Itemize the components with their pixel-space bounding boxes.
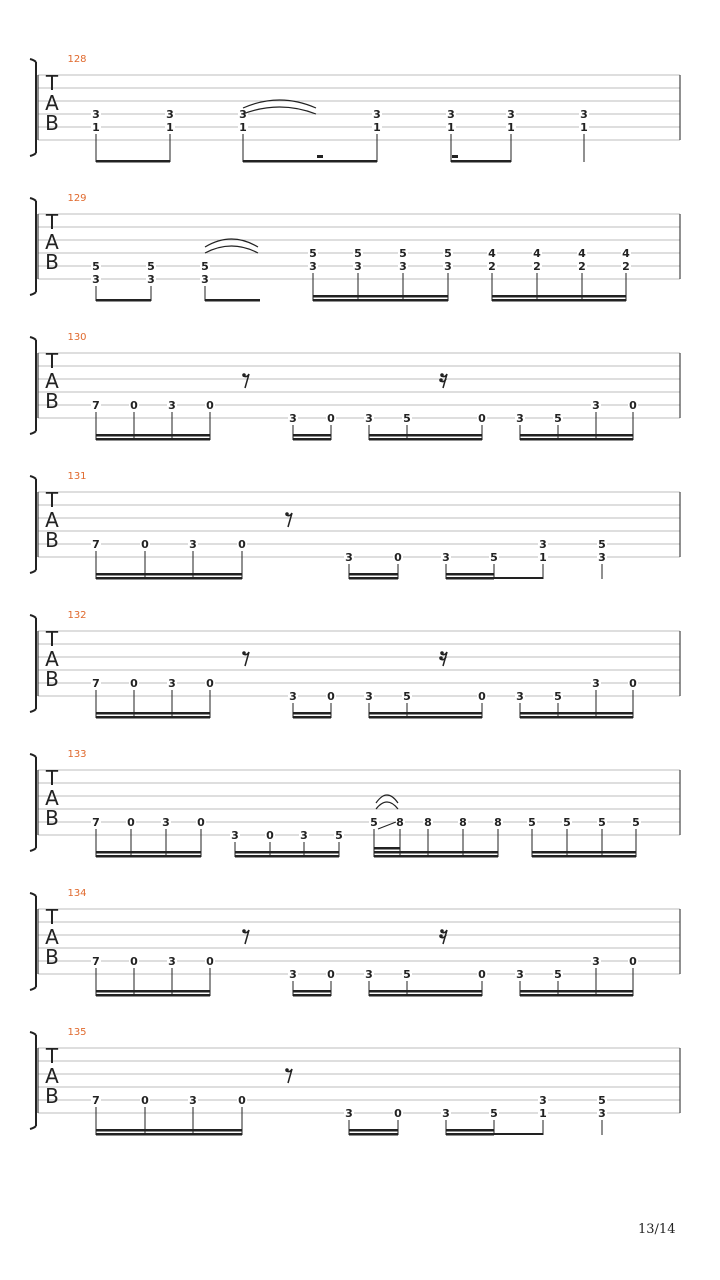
tab-system — [30, 610, 680, 719]
tab-system — [30, 193, 680, 302]
measure-number: 129 — [67, 193, 87, 204]
beam — [96, 990, 210, 993]
beam — [520, 438, 633, 441]
eighth-rest — [242, 651, 249, 666]
fret-number: 7 — [92, 816, 100, 829]
fret-number: 0 — [238, 538, 246, 551]
beam — [520, 990, 633, 993]
fret-number: 1 — [373, 121, 381, 134]
beam — [96, 434, 210, 437]
beam — [235, 851, 339, 854]
tab-clef-letter: A — [45, 508, 59, 532]
fret-number: 3 — [162, 816, 170, 829]
tab-clef-letter: A — [45, 230, 59, 254]
beam — [532, 855, 636, 858]
beam — [293, 716, 331, 719]
rest-stroke — [243, 652, 249, 666]
beam — [293, 712, 331, 715]
fret-number: 1 — [539, 551, 547, 564]
fret-number: 7 — [92, 538, 100, 551]
beam — [374, 847, 400, 850]
beam — [293, 994, 331, 997]
fret-number: 5 — [444, 247, 452, 260]
beam — [446, 577, 494, 580]
fret-number: 3 — [166, 108, 174, 121]
tab-system — [30, 888, 680, 997]
staff-brace — [30, 198, 36, 295]
fret-number: 1 — [507, 121, 515, 134]
tab-clef-letter: B — [45, 667, 59, 691]
fret-number: 3 — [168, 955, 176, 968]
fret-number: 3 — [289, 690, 297, 703]
beam — [293, 990, 331, 993]
fret-number: 3 — [201, 273, 209, 286]
staff-brace — [30, 59, 36, 156]
beam — [494, 1133, 543, 1135]
fret-number: 5 — [598, 816, 606, 829]
tie-arc — [376, 802, 398, 809]
fret-number: 0 — [629, 399, 637, 412]
beam — [446, 1133, 494, 1136]
beam — [349, 573, 398, 576]
fret-number: 1 — [166, 121, 174, 134]
tab-clef-letter: T — [45, 905, 59, 929]
fret-number: 1 — [92, 121, 100, 134]
fret-number: 7 — [92, 1094, 100, 1107]
fret-number: 3 — [168, 677, 176, 690]
fret-number: 4 — [622, 247, 630, 260]
tab-clef-letter: T — [45, 488, 59, 512]
fret-number: 8 — [494, 816, 502, 829]
fret-number: 5 — [632, 816, 640, 829]
fret-number: 0 — [394, 1107, 402, 1120]
fret-number: 3 — [592, 677, 600, 690]
beam — [374, 851, 498, 854]
fret-number: 3 — [189, 1094, 197, 1107]
fret-number: 3 — [231, 829, 239, 842]
staff-brace — [30, 754, 36, 851]
fret-number: 0 — [478, 412, 486, 425]
fret-number: 1 — [447, 121, 455, 134]
fret-number: 3 — [289, 412, 297, 425]
fret-number: 0 — [478, 968, 486, 981]
fret-number: 5 — [147, 260, 155, 273]
fret-number: 0 — [130, 955, 138, 968]
fret-number: 7 — [92, 955, 100, 968]
tab-system — [30, 749, 680, 858]
beam — [349, 577, 398, 580]
beam — [532, 851, 636, 854]
fret-number: 1 — [580, 121, 588, 134]
staff-brace — [30, 476, 36, 573]
tab-system — [30, 332, 680, 441]
measure-number: 134 — [67, 888, 87, 899]
tab-system — [30, 471, 680, 580]
sixteenth-rest — [439, 373, 447, 388]
fret-number: 5 — [399, 247, 407, 260]
tab-system — [30, 54, 680, 163]
partial-beam — [317, 155, 323, 158]
fret-number: 5 — [598, 538, 606, 551]
fret-number: 3 — [345, 551, 353, 564]
measure-number: 132 — [67, 610, 87, 621]
fret-number: 5 — [554, 690, 562, 703]
fret-number: 8 — [396, 816, 404, 829]
fret-number: 3 — [598, 551, 606, 564]
fret-number: 3 — [580, 108, 588, 121]
fret-number: 5 — [554, 968, 562, 981]
beam — [313, 299, 448, 302]
beam — [451, 160, 511, 163]
fret-number: 3 — [168, 399, 176, 412]
beam — [293, 434, 331, 437]
fret-number: 2 — [622, 260, 630, 273]
fret-number: 5 — [201, 260, 209, 273]
measure-number: 131 — [67, 471, 87, 482]
fret-number: 0 — [141, 538, 149, 551]
fret-number: 3 — [444, 260, 452, 273]
fret-number: 0 — [197, 816, 205, 829]
eighth-rest — [285, 512, 292, 527]
fret-number: 3 — [442, 1107, 450, 1120]
eighth-rest — [242, 929, 249, 944]
beam — [369, 994, 482, 997]
beam — [96, 712, 210, 715]
staff-brace — [30, 337, 36, 434]
beam — [492, 299, 626, 302]
fret-number: 3 — [592, 955, 600, 968]
partial-beam — [452, 155, 458, 158]
fret-number: 5 — [335, 829, 343, 842]
beam — [369, 438, 482, 441]
fret-number: 0 — [206, 955, 214, 968]
fret-number: 3 — [399, 260, 407, 273]
tab-clef-letter: T — [45, 627, 59, 651]
beam — [96, 573, 242, 576]
fret-number: 3 — [539, 1094, 547, 1107]
rest-stroke — [286, 1069, 292, 1083]
fret-number: 7 — [92, 399, 100, 412]
tab-clef-letter: T — [45, 1044, 59, 1068]
fret-number: 3 — [516, 412, 524, 425]
fret-number: 3 — [447, 108, 455, 121]
fret-number: 0 — [629, 955, 637, 968]
fret-number: 5 — [354, 247, 362, 260]
beam — [492, 295, 626, 298]
beam — [520, 434, 633, 437]
fret-number: 5 — [490, 551, 498, 564]
fret-number: 3 — [365, 968, 373, 981]
fret-number: 2 — [533, 260, 541, 273]
fret-number: 0 — [206, 399, 214, 412]
tab-clef-letter: A — [45, 91, 59, 115]
beam — [369, 990, 482, 993]
beam — [369, 434, 482, 437]
fret-number: 7 — [92, 677, 100, 690]
beam — [369, 716, 482, 719]
fret-number: 3 — [289, 968, 297, 981]
tab-clef-letter: B — [45, 1084, 59, 1108]
fret-number: 8 — [424, 816, 432, 829]
beam — [96, 716, 210, 719]
measure-number: 128 — [67, 54, 87, 65]
measure-number: 130 — [67, 332, 87, 343]
tab-clef-letter: T — [45, 349, 59, 373]
tab-clef-letter: B — [45, 389, 59, 413]
fret-number: 5 — [92, 260, 100, 273]
fret-number: 5 — [490, 1107, 498, 1120]
fret-number: 0 — [206, 677, 214, 690]
fret-number: 3 — [189, 538, 197, 551]
fret-number: 0 — [141, 1094, 149, 1107]
fret-number: 3 — [507, 108, 515, 121]
beam — [96, 160, 170, 163]
fret-number: 5 — [403, 968, 411, 981]
measure-number: 135 — [67, 1027, 87, 1038]
fret-number: 3 — [309, 260, 317, 273]
slide-line — [378, 822, 396, 829]
fret-number: 3 — [345, 1107, 353, 1120]
beam — [205, 299, 260, 302]
fret-number: 3 — [239, 108, 247, 121]
fret-number: 5 — [554, 412, 562, 425]
beam — [96, 1129, 242, 1132]
fret-number: 3 — [442, 551, 450, 564]
beam — [520, 712, 633, 715]
beam — [96, 994, 210, 997]
tab-clef-letter: B — [45, 528, 59, 552]
fret-number: 0 — [394, 551, 402, 564]
beam — [349, 1133, 398, 1136]
page-number: 13/14 — [638, 1222, 676, 1237]
sixteenth-rest — [439, 651, 447, 666]
beam — [96, 1133, 242, 1136]
tab-clef-letter: A — [45, 647, 59, 671]
beam — [96, 577, 242, 580]
fret-number: 5 — [563, 816, 571, 829]
fret-number: 0 — [130, 677, 138, 690]
fret-number: 0 — [629, 677, 637, 690]
fret-number: 3 — [365, 690, 373, 703]
fret-number: 1 — [239, 121, 247, 134]
tab-clef-letter: A — [45, 925, 59, 949]
fret-number: 5 — [403, 690, 411, 703]
tab-clef-letter: T — [45, 210, 59, 234]
beam — [520, 716, 633, 719]
beam — [96, 438, 210, 441]
eighth-rest — [285, 1068, 292, 1083]
beam — [96, 855, 201, 858]
fret-number: 0 — [478, 690, 486, 703]
fret-number: 3 — [92, 273, 100, 286]
beam — [349, 1129, 398, 1132]
tab-clef-letter: B — [45, 945, 59, 969]
beam — [446, 573, 494, 576]
beam — [293, 438, 331, 441]
tab-clef-letter: B — [45, 250, 59, 274]
fret-number: 3 — [92, 108, 100, 121]
tab-clef-letter: T — [45, 766, 59, 790]
fret-number: 3 — [592, 399, 600, 412]
fret-number: 2 — [488, 260, 496, 273]
fret-number: 5 — [309, 247, 317, 260]
staff-brace — [30, 893, 36, 990]
fret-number: 5 — [528, 816, 536, 829]
fret-number: 8 — [459, 816, 467, 829]
beam — [243, 160, 377, 163]
beam — [494, 577, 543, 579]
tie-arc — [243, 107, 316, 114]
beam — [520, 994, 633, 997]
fret-number: 3 — [354, 260, 362, 273]
fret-number: 3 — [147, 273, 155, 286]
fret-number: 3 — [539, 538, 547, 551]
fret-number: 3 — [365, 412, 373, 425]
fret-number: 0 — [238, 1094, 246, 1107]
fret-number: 2 — [578, 260, 586, 273]
fret-number: 4 — [578, 247, 586, 260]
rest-stroke — [243, 374, 249, 388]
eighth-rest — [242, 373, 249, 388]
measure-number: 133 — [67, 749, 87, 760]
beam — [369, 712, 482, 715]
fret-number: 0 — [266, 829, 274, 842]
beam — [96, 299, 151, 302]
fret-number: 4 — [533, 247, 541, 260]
tab-clef-letter: A — [45, 786, 59, 810]
fret-number: 3 — [516, 690, 524, 703]
fret-number: 3 — [373, 108, 381, 121]
beam — [235, 855, 339, 858]
tab-system — [30, 1027, 680, 1136]
fret-number: 5 — [370, 816, 378, 829]
fret-number: 0 — [327, 968, 335, 981]
fret-number: 4 — [488, 247, 496, 260]
fret-number: 5 — [403, 412, 411, 425]
tab-clef-letter: B — [45, 111, 59, 135]
fret-number: 0 — [130, 399, 138, 412]
rest-stroke — [286, 513, 292, 527]
tab-clef-letter: A — [45, 369, 59, 393]
tab-clef-letter: B — [45, 806, 59, 830]
staff-brace — [30, 1032, 36, 1129]
rest-stroke — [243, 930, 249, 944]
tab-clef-letter: T — [45, 71, 59, 95]
beam — [446, 1129, 494, 1132]
fret-number: 3 — [300, 829, 308, 842]
fret-number: 3 — [598, 1107, 606, 1120]
beam — [96, 851, 201, 854]
fret-number: 5 — [598, 1094, 606, 1107]
fret-number: 0 — [327, 690, 335, 703]
beam — [313, 295, 448, 298]
fret-number: 1 — [539, 1107, 547, 1120]
tab-clef-letter: A — [45, 1064, 59, 1088]
fret-number: 0 — [327, 412, 335, 425]
staff-brace — [30, 615, 36, 712]
fret-number: 3 — [516, 968, 524, 981]
fret-number: 0 — [127, 816, 135, 829]
sixteenth-rest — [439, 929, 447, 944]
beam — [374, 855, 498, 858]
tie-arc — [205, 246, 258, 253]
